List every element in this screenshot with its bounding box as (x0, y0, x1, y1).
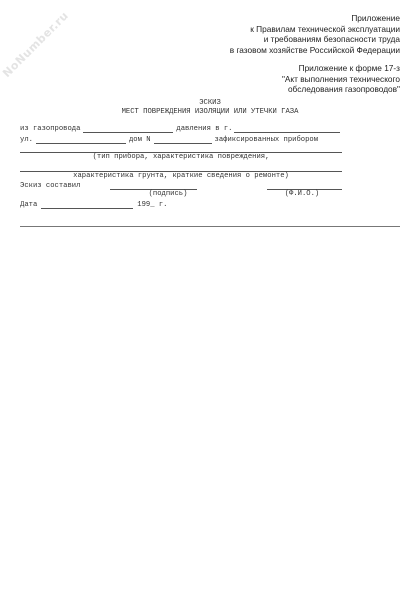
author-row (20, 181, 342, 190)
device-label: зафиксированных прибором (214, 136, 319, 144)
date-label: Дата (20, 201, 38, 209)
street-field[interactable] (36, 135, 126, 144)
device-field[interactable] (20, 144, 342, 153)
fullname-caption: (Ф.И.О.) (284, 190, 320, 198)
date-field[interactable] (41, 200, 133, 209)
watermark-text: NoNumber.ru (0, 9, 72, 80)
house-field[interactable] (154, 135, 212, 144)
pipeline-label: из газопровода (20, 125, 81, 133)
header-line: в газовом хозяйстве Российской Федерации (229, 44, 400, 55)
header-gap (230, 55, 400, 63)
date-row (20, 200, 220, 209)
street-label: ул. (20, 136, 33, 144)
header-line: Приложение (351, 13, 400, 23)
form-title: ЭСКИЗ (199, 99, 221, 107)
pressure-label: давления в г. (176, 125, 233, 133)
pipeline-field[interactable] (83, 124, 173, 133)
header-line: и требованиям безопасности труда (263, 34, 400, 44)
soil-caption: характеристика грунта, краткие сведения о ремонте) (73, 172, 289, 180)
document-header (230, 13, 400, 95)
signature-caption: (подпись) (148, 190, 188, 198)
pipeline-row (20, 124, 342, 133)
header-line: к Правилам технической эксплуатации (250, 23, 400, 34)
header-line: Приложение к форме 17-з (298, 63, 400, 73)
date-year: 199_ г. (137, 201, 168, 209)
signature-field[interactable] (110, 181, 196, 190)
device-caption: (тип прибора, характеристика повреждения, (92, 153, 270, 161)
header-line: "Акт выполнения технического (281, 73, 400, 84)
header-line: обследования газопроводов" (287, 84, 400, 94)
page-divider (20, 226, 400, 227)
address-row (20, 135, 342, 144)
city-field[interactable] (234, 124, 340, 133)
fullname-field[interactable] (267, 181, 342, 190)
form-subtitle: МЕСТ ПОВРЕЖДЕНИЯ ИЗОЛЯЦИИ ИЛИ УТЕЧКИ ГАЗА (121, 108, 299, 116)
house-label: дом N (128, 136, 151, 144)
author-label: Эскиз составил (20, 182, 81, 190)
soil-field[interactable] (20, 163, 342, 172)
